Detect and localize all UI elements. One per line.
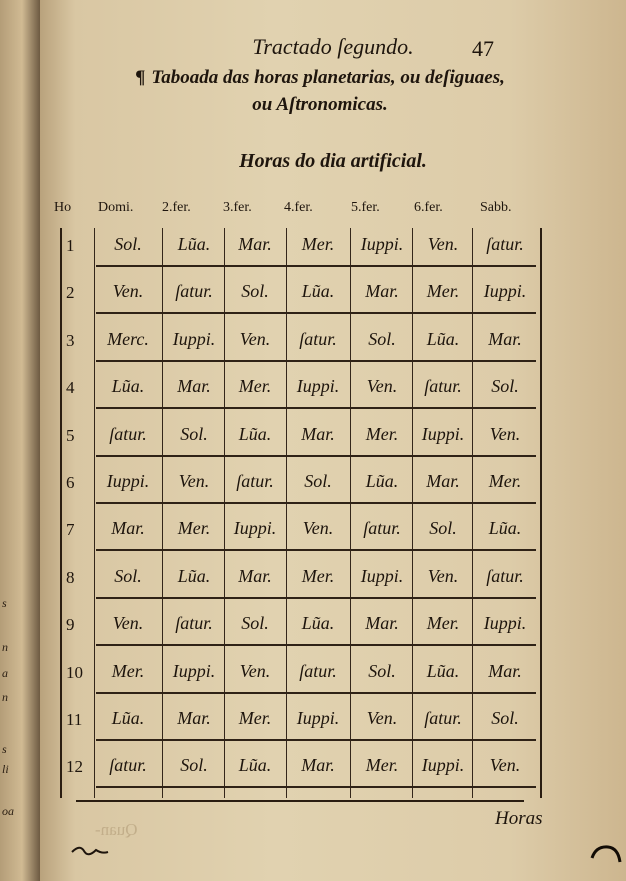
row-rule [96, 786, 536, 788]
planet-cell: Iuppi. [296, 708, 340, 728]
planet-cell: Iuppi. [106, 471, 150, 491]
planet-cell: Ven. [366, 708, 398, 728]
table-row [62, 228, 540, 275]
planet-cell: ſatur. [363, 518, 401, 539]
row-rule [96, 739, 536, 741]
table-subtitle: Horas do dia artificial. [239, 150, 427, 172]
hour-number: 5 [66, 425, 75, 445]
column-header-sabb: Sabb. [480, 200, 512, 215]
planet-cell: Ven. [489, 755, 521, 776]
table-row [62, 749, 540, 796]
column-headers [40, 200, 626, 222]
planet-cell: Sol. [114, 234, 142, 254]
planet-cell: Lũa. [177, 565, 211, 586]
book-page [40, 0, 626, 881]
table-bottom-rule [76, 800, 524, 802]
planet-cell: ſatur. [424, 376, 462, 397]
planet-cell: Mar. [365, 613, 399, 634]
planet-cell: ſatur. [299, 660, 337, 681]
column-header-4fer: 4.fer. [284, 200, 313, 215]
facing-page-fragment: n [2, 690, 8, 704]
planet-cell: Ven. [427, 234, 459, 254]
table-row [62, 607, 540, 654]
planet-cell: Iuppi. [172, 660, 216, 681]
planet-cell: Sol. [304, 471, 332, 491]
facing-page-fragment: s [2, 596, 7, 610]
column-header-domi: Domi. [98, 200, 134, 215]
row-rule [96, 644, 536, 646]
planet-cell: Ven. [427, 565, 459, 586]
planet-cell: Ven. [112, 613, 144, 634]
planet-cell: Iuppi. [360, 234, 404, 254]
hour-number: 4 [66, 378, 75, 398]
table-title [80, 64, 560, 118]
planet-cell: ſatur. [299, 328, 337, 349]
planet-cell: Mer. [238, 376, 272, 397]
planet-cell: Sol. [368, 660, 396, 681]
planet-cell: Ven. [489, 423, 521, 444]
planet-cell: Ven. [239, 328, 271, 349]
planet-cell: Merc. [107, 328, 149, 349]
facing-page-fragment: oa [2, 804, 14, 818]
planet-cell: ſatur. [175, 281, 213, 302]
hour-number: 3 [66, 330, 75, 350]
planet-cell: Mer. [365, 423, 399, 444]
table-row [62, 370, 540, 417]
planet-cell: Iuppi. [421, 423, 465, 444]
row-rule [96, 597, 536, 599]
column-header-2fer: 2.fer. [162, 200, 191, 215]
title-line-2: ou Aſtronomicas. [252, 94, 388, 115]
catchword: Horas [495, 808, 543, 829]
planet-cell: Mar. [365, 281, 399, 302]
planet-cell: Sol. [491, 708, 519, 728]
running-head: Tractado ſegundo. [252, 34, 414, 59]
planet-cell: Mer. [111, 660, 145, 681]
hour-number: 6 [66, 473, 75, 492]
column-header-6fer: 6.fer. [414, 200, 443, 215]
table-row [62, 465, 540, 512]
column-header-5fer: 5.fer. [351, 200, 380, 215]
hour-number: 11 [66, 710, 83, 729]
planet-cell: Mar. [301, 423, 335, 444]
planet-cell: Ven. [239, 660, 271, 681]
facing-page-fragment: li [2, 762, 9, 776]
planet-cell: Mar. [301, 755, 335, 776]
planet-cell: Mer. [301, 565, 335, 586]
row-rule [96, 692, 536, 694]
planet-cell: Mer. [238, 708, 272, 728]
planet-cell: ſatur. [236, 471, 274, 491]
planet-cell: Mar. [111, 518, 145, 539]
table-row [62, 560, 540, 607]
row-rule [96, 455, 536, 457]
planet-cell: Iuppi. [360, 565, 404, 586]
bleed-through-text: Quan- [95, 820, 138, 839]
planet-cell: ſatur. [486, 565, 524, 586]
planet-cell: Ven. [112, 281, 144, 302]
planet-cell: Lũa. [238, 423, 272, 444]
planet-cell: Mer. [488, 471, 522, 491]
planet-cell: Mar. [177, 708, 211, 728]
table-row [62, 275, 540, 322]
hour-number: 2 [66, 283, 75, 303]
pilcrow-mark: ¶ [135, 67, 146, 88]
ink-flourish-mark [70, 842, 110, 858]
planet-cell: Sol. [180, 423, 208, 444]
planet-cell: Ven. [366, 376, 398, 397]
column-header-hour: Ho [54, 200, 72, 215]
planet-cell: Iuppi. [421, 755, 465, 776]
hour-number: 8 [66, 567, 75, 587]
row-rule [96, 407, 536, 409]
planet-cell: Iuppi. [483, 281, 527, 302]
row-rule [96, 502, 536, 504]
page-number: 47 [472, 36, 494, 61]
planet-cell: Mer. [426, 281, 460, 302]
planet-cell: Sol. [429, 518, 457, 539]
planet-cell: Sol. [180, 755, 208, 776]
table-row [62, 655, 540, 702]
planet-cell: Sol. [368, 328, 396, 349]
table-row [62, 702, 540, 749]
planet-cell: Sol. [241, 281, 269, 302]
hour-number: 10 [66, 662, 83, 682]
table-row [62, 418, 540, 465]
planet-cell: Sol. [114, 565, 142, 586]
planet-cell: Iuppi. [483, 613, 527, 634]
planet-cell: Lũa. [488, 518, 522, 539]
planet-cell: Lũa. [365, 471, 399, 491]
table-row [62, 512, 540, 559]
planet-cell: Mer. [365, 755, 399, 776]
planet-cell: Lũa. [177, 234, 211, 254]
planet-cell: ſatur. [424, 708, 462, 728]
planet-cell: Mar. [238, 565, 272, 586]
planet-cell: Lũa. [426, 660, 460, 681]
table-row [62, 323, 540, 370]
planet-cell: Ven. [178, 471, 210, 491]
planet-cell: ſatur. [109, 423, 147, 444]
planet-cell: ſatur. [175, 613, 213, 634]
planet-cell: Mar. [177, 376, 211, 397]
planet-cell: Lũa. [301, 613, 335, 634]
planet-cell: Lũa. [111, 708, 145, 728]
hour-number: 1 [66, 236, 75, 255]
planet-cell: Iuppi. [172, 328, 216, 349]
hour-number: 7 [66, 520, 75, 540]
planet-cell: Mer. [426, 613, 460, 634]
planet-cell: Mar. [488, 328, 522, 349]
planet-cell: Lũa. [301, 281, 335, 302]
planet-cell: Sol. [491, 376, 519, 397]
hour-number: 12 [66, 757, 83, 777]
planet-cell: Mar. [238, 234, 272, 254]
row-rule [96, 265, 536, 267]
planet-cell: Mer. [177, 518, 211, 539]
title-line-1: ¶ Taboada das horas planetarias, ou deſiguaes, [135, 67, 505, 88]
row-rule [96, 312, 536, 314]
facing-page-fragment: n [2, 640, 8, 654]
facing-page-fragment: a [2, 666, 8, 680]
planet-cell: Mar. [426, 471, 460, 491]
facing-page-fragment: s [2, 742, 7, 756]
planet-cell: Mar. [488, 660, 522, 681]
planet-cell: Iuppi. [233, 518, 277, 539]
planet-cell: Lũa. [111, 376, 145, 397]
planet-cell: Lũa. [426, 328, 460, 349]
row-rule [96, 360, 536, 362]
planet-cell: Lũa. [238, 755, 272, 776]
planet-cell: Iuppi. [296, 376, 340, 397]
planet-cell: ſatur. [109, 755, 147, 776]
planet-cell: Mer. [301, 234, 335, 254]
planet-cell: ſatur. [486, 234, 524, 254]
ink-curve-mark [588, 842, 622, 864]
planetary-hours-table [60, 228, 542, 798]
facing-page-edge [0, 0, 40, 881]
hour-number: 9 [66, 615, 75, 635]
row-rule [96, 549, 536, 551]
column-header-3fer: 3.fer. [223, 200, 252, 215]
planet-cell: Ven. [302, 518, 334, 539]
planet-cell: Sol. [241, 613, 269, 634]
